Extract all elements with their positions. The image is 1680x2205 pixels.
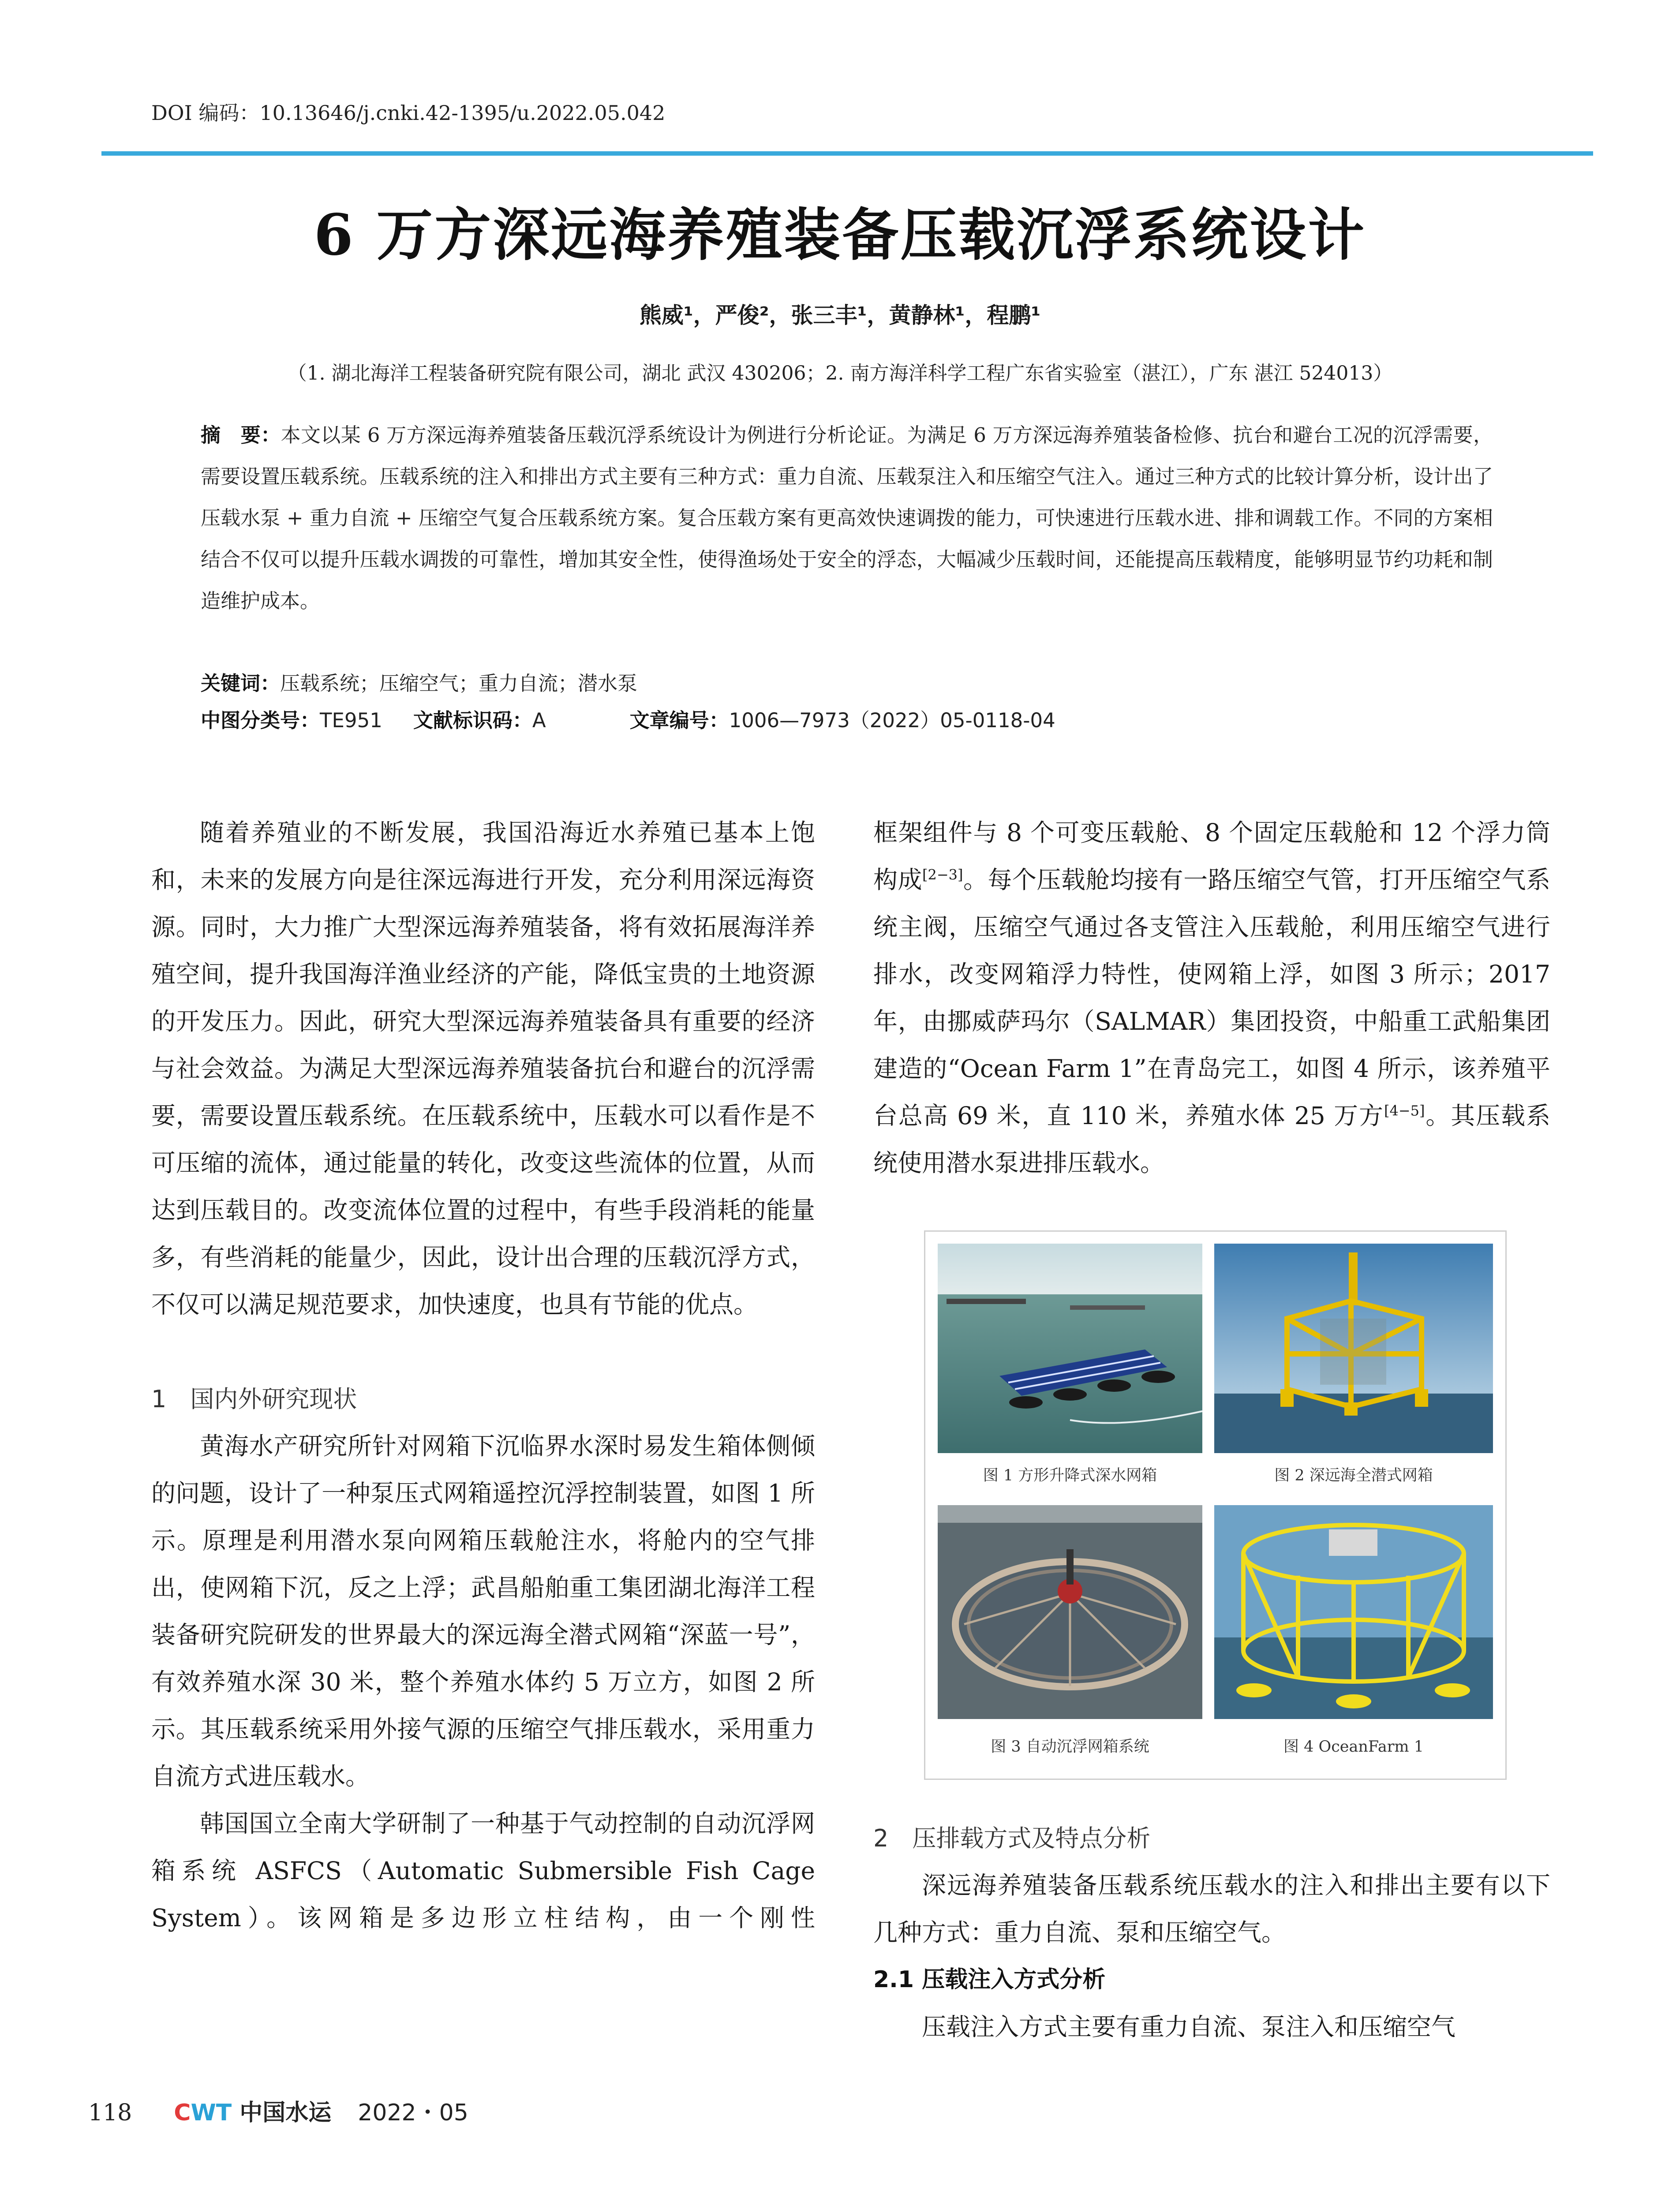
clc-label: 中图分类号： — [201, 709, 320, 732]
ocean-farm-icon — [1214, 1505, 1493, 1719]
keywords-label: 关键词： — [201, 672, 281, 695]
right-paragraph-1b: 。每个压载舱均接有一路压缩空气管，打开压缩空气系统主阀，压缩空气通过各支管注入压载舱，利用压缩空气进行排水，改变网箱浮力特性，使网箱上浮，如图 3 所示；2017 年，由挪威萨玛尔（SALMAR）集团投资，中船重工武船集团建造的“Ocean Farm 1”在青岛完工，如图 4 所示，该养殖平台总高 69 米，直 110 米，养殖水体 25 万方 — [873, 866, 1550, 1130]
research-paragraph-1: 黄海水产研究所针对网箱下沉临界水深时易发生箱体侧倾的问题，设计了一种泵压式网箱遥控沉浮控制装置，如图 1 所示。原理是利用潜水泵向网箱压载舱注水，将舱内的空气排出，使网箱下沉，反之上浮；武昌船舶重工集团湖北海洋工程装备研究院研发的世界最大的深远海全潜式网箱“深蓝一号”，有效养殖水深 30 米，整个养殖水体约 5 万立方，如图 2 所示。其压载系统采用外接气源的压缩空气排压载水，采用重力自流方式进压载水。 — [151, 1432, 815, 1790]
journal-logo-c: C — [174, 2100, 191, 2126]
citation-2-3: [2−3] — [922, 866, 963, 883]
doc-code-label: 文献标识码： — [413, 709, 532, 732]
abstract-label: 摘 要： — [201, 423, 281, 447]
header-rule — [101, 151, 1593, 156]
figure-3-caption: 图 3 自动沉浮网箱系统 — [991, 1738, 1149, 1756]
classification-line — [201, 704, 1493, 733]
subsection-heading-2-1: 2.1 压载注入方式分析 — [873, 1966, 1106, 1993]
section-heading-2: 2 压排载方式及特点分析 — [873, 1824, 1151, 1852]
journal-name: 中国水运 — [239, 2099, 332, 2126]
journal-logo-wt: WT — [191, 2100, 232, 2126]
right-paragraph-2: 深远海养殖装备压载系统压载水的注入和排出主要有以下几种方式：重力自流、泵和压缩空气。 — [873, 1871, 1550, 1947]
fish-cage-sea-icon — [938, 1244, 1202, 1453]
body-right-column — [873, 809, 1550, 1187]
body-right-column-lower — [873, 1815, 1550, 2051]
section-heading-1: 1 国内外研究现状 — [151, 1385, 357, 1413]
abstract-text: 本文以某 6 万方深远海养殖装备压载沉浮系统设计为例进行分析论证。为满足 6 万方深远海养殖装备检修、抗台和避台工况的沉浮需要，需要设置压载系统。压载系统的注入和排出方式主要有三种方式：重力自流、压载泵注入和压缩空气注入。通过三种方式的比较计算分析，设计出了压载水泵 + 重力自流 + 压缩空气复合压载系统方案。复合压载方案有更高效快速调拨的能力，可快速进行压载水进、排和调载工作。不同的方案相结合不仅可以提升压载水调拨的可靠性，增加其安全性，使得渔场处于安全的浮态，大幅减少压载时间，还能提高压载精度，能够明显节约功耗和制造维护成本。 — [201, 423, 1493, 613]
keywords-text: 压载系统；压缩空气；重力自流；潜水泵 — [280, 672, 638, 695]
page-number: 118 — [88, 2100, 132, 2126]
figure-4-image — [1214, 1505, 1493, 1719]
figure-1-image — [938, 1244, 1202, 1453]
figure-2-image — [1214, 1244, 1493, 1453]
body-left-column — [151, 809, 815, 1942]
figure-4-caption: 图 4 OceanFarm 1 — [1283, 1738, 1424, 1756]
article-no-value: 1006—7973（2022）05-0118-04 — [729, 709, 1055, 732]
ring-cage-icon — [938, 1505, 1202, 1719]
keywords — [201, 667, 1493, 696]
figure-1-caption: 图 1 方形升降式深水网箱 — [983, 1467, 1157, 1484]
citation-4-5: [4−5] — [1384, 1102, 1425, 1119]
paper-title: 6 万方深远海养殖装备压载沉浮系统设计 — [314, 202, 1366, 268]
doi-line: DOI 编码：10.13646/j.cnki.42-1395/u.2022.05.042 — [151, 101, 666, 125]
author-list: 熊威¹，严俊²，张三丰¹，黄静林¹，程鹏¹ — [639, 303, 1041, 328]
abstract — [201, 415, 1493, 622]
journal-issue: 2022・05 — [358, 2100, 468, 2126]
submersible-cage-icon — [1214, 1244, 1493, 1453]
research-paragraph-2: 韩国国立全南大学研制了一种基于气动控制的自动沉浮网箱系统 ASFCS（Automatic Submersible Fish Cage System）。该网箱是多边形立柱结构，由一个刚性 — [151, 1809, 815, 1932]
figure-panel — [924, 1230, 1507, 1780]
figure-2-caption: 图 2 深远海全潜式网箱 — [1274, 1467, 1433, 1484]
intro-paragraph: 随着养殖业的不断发展，我国沿海近水养殖已基本上饱和，未来的发展方向是往深远海进行开发，充分利用深远海资源。同时，大力推广大型深远海养殖装备，将有效拓展海洋养殖空间，提升我国海洋渔业经济的产能，降低宝贵的土地资源的开发压力。因此，研究大型深远海养殖装备具有重要的经济与社会效益。为满足大型深远海养殖装备抗台和避台的沉浮需要，需要设置压载系统。在压载系统中，压载水可以看作是不可压缩的流体，通过能量的转化，改变这些流体的位置，从而达到压载目的。改变流体位置的过程中，有些手段消耗的能量多，有些消耗的能量少，因此，设计出合理的压载沉浮方式，不仅可以满足规范要求，加快速度，也具有节能的优点。 — [151, 818, 815, 1319]
journal-logo — [174, 2100, 232, 2126]
figure-3-image — [938, 1505, 1202, 1719]
affiliation: （1. 湖北海洋工程装备研究院有限公司，湖北 武汉 430206；2. 南方海洋科学工程广东省实验室（湛江），广东 湛江 524013） — [287, 362, 1393, 385]
right-paragraph-1c: 。其压载系统使用潜水泵进排压载水。 — [873, 1102, 1550, 1177]
page-footer — [88, 2094, 468, 2127]
article-no-label: 文章编号： — [629, 709, 729, 732]
right-paragraph-1 — [873, 809, 1550, 1187]
right-paragraph-3: 压载注入方式主要有重力自流、泵注入和压缩空气 — [922, 2013, 1456, 2041]
clc-value: TE951 — [320, 709, 382, 732]
right-paragraph-1a: 框架组件与 8 个可变压载舱、8 个固定压载舱和 12 个浮力筒构成 — [873, 818, 1550, 894]
doc-code-value: A — [532, 709, 546, 732]
